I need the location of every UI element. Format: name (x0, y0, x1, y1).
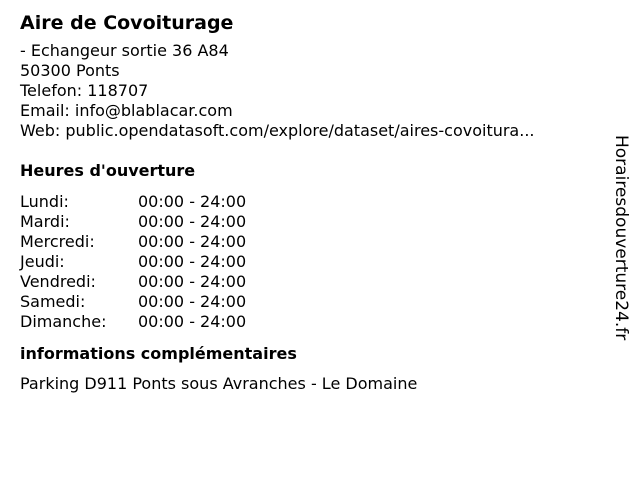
time-range: 00:00 - 24:00 (138, 232, 247, 251)
opening-hours-table (20, 192, 610, 332)
additional-info-heading: informations complémentaires (20, 344, 297, 363)
hours-row-friday (20, 272, 610, 292)
address-block (20, 41, 610, 141)
day-label: Samedi: (20, 292, 86, 311)
address-city: 50300 Ponts (20, 61, 120, 80)
time-range: 00:00 - 24:00 (138, 272, 247, 291)
additional-info-text: Parking D911 Ponts sous Avranches - Le Domaine (20, 374, 418, 393)
hours-row-wednesday (20, 232, 610, 252)
hours-row-sunday (20, 312, 610, 332)
email-line: Email: info@blablacar.com (20, 101, 233, 120)
day-label: Dimanche: (20, 312, 107, 331)
day-label: Jeudi: (20, 252, 65, 271)
day-label: Lundi: (20, 192, 69, 211)
day-label: Mardi: (20, 212, 70, 231)
hours-row-saturday (20, 292, 610, 312)
day-label: Vendredi: (20, 272, 96, 291)
place-card (20, 10, 610, 394)
time-range: 00:00 - 24:00 (138, 252, 247, 271)
address-street: - Echangeur sortie 36 A84 (20, 41, 229, 60)
site-brand-vertical: Horairesdouverture24.fr (611, 135, 631, 341)
hours-row-monday (20, 192, 610, 212)
opening-hours-heading: Heures d'ouverture (20, 161, 196, 180)
website-line: Web: public.opendatasoft.com/explore/dataset/aires-covoitura... (20, 121, 535, 140)
time-range: 00:00 - 24:00 (138, 192, 247, 211)
place-title: Aire de Covoiturage (20, 12, 234, 34)
phone-line: Telefon: 118707 (20, 81, 149, 100)
hours-row-thursday (20, 252, 610, 272)
time-range: 00:00 - 24:00 (138, 312, 247, 331)
time-range: 00:00 - 24:00 (138, 292, 247, 311)
day-label: Mercredi: (20, 232, 95, 251)
hours-row-tuesday (20, 212, 610, 232)
time-range: 00:00 - 24:00 (138, 212, 247, 231)
